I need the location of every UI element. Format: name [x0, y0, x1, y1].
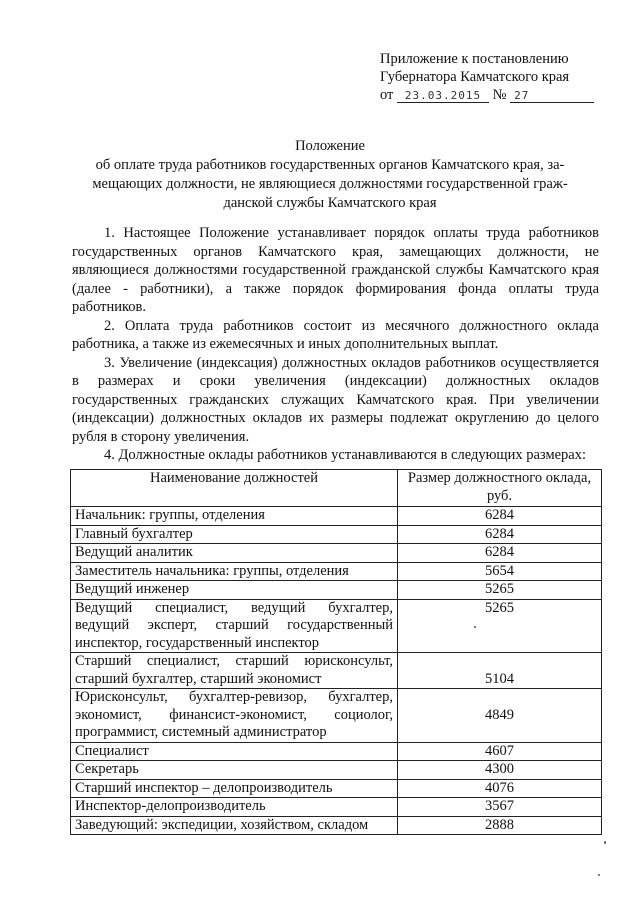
position-name: Начальник: группы, отделения — [71, 507, 398, 526]
salary-amount: 4849 — [398, 689, 602, 743]
salary-table — [70, 469, 602, 835]
scan-speck — [598, 874, 600, 876]
scan-speck — [604, 841, 606, 844]
document-title — [55, 137, 605, 213]
table-row — [71, 653, 602, 689]
position-name: Секретарь — [71, 761, 398, 780]
table-row — [71, 599, 602, 653]
table-row — [71, 507, 602, 526]
salary-amount: 2888 — [398, 816, 602, 835]
salary-amount: 6284 — [398, 544, 602, 563]
date-prefix: от — [380, 87, 394, 103]
title-line-4: данской службы Камчатского края — [223, 195, 437, 211]
salary-amount: 5265 — [398, 581, 602, 600]
salary-amount: 5654 — [398, 562, 602, 581]
appendix-line-1: Приложение к постановлению — [380, 51, 569, 67]
position-name: Юрисконсульт, бухгалтер-ревизор, бухгалтер, экономист, финансист-экономист, социолог, программист, системный администратор — [71, 689, 398, 743]
number-value: 27 — [510, 90, 594, 103]
position-name: Ведущий аналитик — [71, 544, 398, 563]
position-name: Старший инспектор – делопроизводитель — [71, 779, 398, 798]
table-row — [71, 798, 602, 817]
paragraph-2: 2. Оплата труда работников состоит из месячного должностного оклада работника, а также из ежемесячных и иных дополнительных выплат. — [72, 317, 599, 352]
salary-amount: 4300 — [398, 761, 602, 780]
appendix-line-2: Губернатора Камчатского края — [380, 69, 570, 85]
title-line-3: мещающих должности, не являющиеся должностями государственной граж- — [92, 176, 568, 192]
paragraph-4: 4. Должностные оклады работников устанавливаются в следующих размерах: — [104, 447, 587, 463]
table-row — [71, 544, 602, 563]
salary-amount: 6284 — [398, 525, 602, 544]
position-name: Главный бухгалтер — [71, 525, 398, 544]
paragraph-1: 1. Настоящее Положение устанавливает порядок оплаты труда работников государственных органов Камчатского края, замещающих должности, не являющиеся должностями государственной гражданской службы Камчатского края (далее - работники), а также порядок формирования фонда оплаты труда работников. — [72, 225, 599, 315]
appendix-header — [380, 50, 620, 104]
salary-amount: 4607 — [398, 742, 602, 761]
salary-amount: 5265 — [398, 599, 602, 653]
table-row — [71, 779, 602, 798]
table-row — [71, 581, 602, 600]
salary-amount: 5104 — [398, 653, 602, 689]
table-row — [71, 761, 602, 780]
title-line-2: об оплате труда работников государственных органов Камчатского края, за- — [95, 157, 565, 173]
table-header-row — [71, 470, 602, 507]
position-name: Заведующий: экспедиции, хозяйством, складом — [71, 816, 398, 835]
paragraph-3: 3. Увеличение (индексация) должностных окладов работников осуществляется в размерах и сроки увеличения (индексации) должностных окладов государственных гражданских служащих Камчатского края. При увеличении (индексации) должностных окладов их размеры подлежат округлению до целого рубля в сторону увеличения. — [72, 354, 599, 445]
table-row — [71, 562, 602, 581]
salary-amount: 6284 — [398, 507, 602, 526]
scan-speck — [474, 626, 476, 628]
date-value: 23.03.2015 — [397, 90, 489, 103]
number-prefix: № — [492, 87, 507, 103]
position-name: Заместитель начальника: группы, отделения — [71, 562, 398, 581]
position-name: Старший специалист, старший юрисконсульт, старший бухгалтер, старший экономист — [71, 653, 398, 689]
header-position-name: Наименование должностей — [71, 470, 398, 507]
table-row — [71, 689, 602, 743]
position-name: Ведущий инженер — [71, 581, 398, 600]
header-salary-amount: Размер должностного оклада, руб. — [398, 470, 602, 507]
title-line-1: Положение — [295, 138, 365, 154]
table-row — [71, 525, 602, 544]
salary-amount: 3567 — [398, 798, 602, 817]
table-row — [71, 742, 602, 761]
position-name: Специалист — [71, 742, 398, 761]
table-row — [71, 816, 602, 835]
appendix-date-line — [380, 86, 620, 104]
position-name: Инспектор-делопроизводитель — [71, 798, 398, 817]
salary-amount: 4076 — [398, 779, 602, 798]
document-body — [72, 224, 599, 465]
position-name: Ведущий специалист, ведущий бухгалтер, ведущий эксперт, старший государственный инспектор, государственный инспектор — [71, 599, 398, 653]
